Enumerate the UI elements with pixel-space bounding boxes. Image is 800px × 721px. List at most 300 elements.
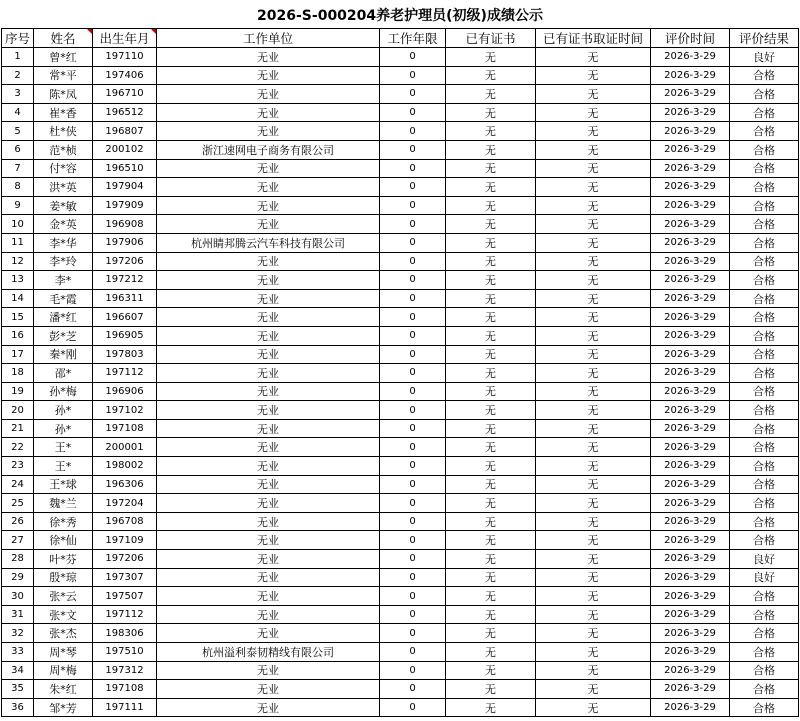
cell-name: 张*云 [34,587,93,606]
table-row [2,122,799,141]
cell-eval-date: 2026-3-29 [651,568,730,587]
page-title: 2026-S-000204养老护理员(初级)成绩公示 [257,8,543,24]
cell-org: 无业 [157,364,380,383]
cell-eval-date: 2026-3-29 [651,252,730,271]
cell-eval-date: 2026-3-29 [651,159,730,178]
cell-no: 20 [2,401,34,420]
cell-cert: 无 [446,568,536,587]
comment-marker [151,29,156,34]
cell-name: 朱*红 [34,680,93,699]
table-row [2,345,799,364]
cell-result: 合格 [730,103,799,122]
cell-org: 浙江速网电子商务有限公司 [157,140,380,159]
cell-cert-time: 无 [536,643,651,662]
cell-years: 0 [380,661,446,680]
cell-cert: 无 [446,271,536,290]
cell-years: 0 [380,364,446,383]
cell-org: 无业 [157,531,380,550]
cell-eval-date: 2026-3-29 [651,698,730,717]
table-row [2,233,799,252]
cell-cert-time: 无 [536,364,651,383]
cell-years: 0 [380,438,446,457]
cell-name: 秦*刚 [34,345,93,364]
cell-no: 21 [2,419,34,438]
cell-birth: 198002 [93,457,157,476]
table-row [2,103,799,122]
cell-no: 5 [2,122,34,141]
cell-name: 范*桢 [34,140,93,159]
cell-name: 付*容 [34,159,93,178]
cell-years: 0 [380,419,446,438]
cell-birth: 197112 [93,605,157,624]
cell-org: 无业 [157,475,380,494]
cell-org: 无业 [157,438,380,457]
cell-cert: 无 [446,215,536,234]
cell-eval-date: 2026-3-29 [651,661,730,680]
cell-no: 27 [2,531,34,550]
cell-birth: 197111 [93,698,157,717]
table-row [2,475,799,494]
cell-cert-time: 无 [536,550,651,569]
table-row [2,643,799,662]
cell-years: 0 [380,457,446,476]
table-row [2,382,799,401]
cell-birth: 197206 [93,550,157,569]
cell-result: 合格 [730,438,799,457]
cell-result: 良好 [730,550,799,569]
cell-years: 0 [380,550,446,569]
cell-no: 15 [2,308,34,327]
cell-no: 13 [2,271,34,290]
cell-no: 25 [2,494,34,513]
cell-org: 无业 [157,289,380,308]
cell-birth: 196708 [93,512,157,531]
cell-no: 9 [2,196,34,215]
cell-name: 姜*敏 [34,196,93,215]
cell-cert: 无 [446,661,536,680]
cell-years: 0 [380,345,446,364]
cell-birth: 197312 [93,661,157,680]
cell-org: 无业 [157,401,380,420]
col-header-org: 工作单位 [157,29,380,48]
cell-eval-date: 2026-3-29 [651,85,730,104]
table-row [2,512,799,531]
cell-years: 0 [380,475,446,494]
cell-org: 无业 [157,178,380,197]
cell-org: 无业 [157,698,380,717]
cell-eval-date: 2026-3-29 [651,457,730,476]
cell-no: 11 [2,233,34,252]
cell-birth: 196906 [93,382,157,401]
cell-years: 0 [380,624,446,643]
cell-name: 殷*琼 [34,568,93,587]
col-header-eval-date: 评价时间 [651,29,730,48]
cell-name: 杜*侠 [34,122,93,141]
cell-result: 合格 [730,605,799,624]
cell-cert-time: 无 [536,48,651,67]
cell-org: 无业 [157,680,380,699]
cell-years: 0 [380,512,446,531]
cell-name: 陈*凤 [34,85,93,104]
cell-birth: 196908 [93,215,157,234]
col-header-cert: 已有证书 [446,29,536,48]
table-row [2,680,799,699]
cell-cert-time: 无 [536,698,651,717]
cell-cert: 无 [446,550,536,569]
cell-eval-date: 2026-3-29 [651,103,730,122]
cell-no: 3 [2,85,34,104]
cell-cert: 无 [446,419,536,438]
cell-eval-date: 2026-3-29 [651,326,730,345]
cell-cert: 无 [446,512,536,531]
cell-name: 周*梅 [34,661,93,680]
cell-years: 0 [380,48,446,67]
cell-cert-time: 无 [536,438,651,457]
cell-eval-date: 2026-3-29 [651,289,730,308]
cell-result: 合格 [730,308,799,327]
cell-result: 合格 [730,587,799,606]
table-row [2,605,799,624]
table-row [2,531,799,550]
cell-cert: 无 [446,364,536,383]
cell-cert-time: 无 [536,661,651,680]
cell-years: 0 [380,382,446,401]
cell-birth: 197906 [93,233,157,252]
cell-no: 35 [2,680,34,699]
cell-result: 合格 [730,159,799,178]
cell-no: 28 [2,550,34,569]
cell-birth: 196710 [93,85,157,104]
cell-birth: 196905 [93,326,157,345]
cell-years: 0 [380,494,446,513]
cell-cert: 无 [446,643,536,662]
cell-name: 张*文 [34,605,93,624]
cell-name: 彭*芝 [34,326,93,345]
cell-eval-date: 2026-3-29 [651,215,730,234]
cell-birth: 197110 [93,48,157,67]
cell-result: 合格 [730,643,799,662]
cell-cert-time: 无 [536,252,651,271]
cell-org: 无业 [157,48,380,67]
header-row [2,29,799,48]
cell-no: 12 [2,252,34,271]
cell-result: 合格 [730,475,799,494]
cell-cert-time: 无 [536,680,651,699]
cell-result: 合格 [730,345,799,364]
cell-cert-time: 无 [536,308,651,327]
cell-years: 0 [380,605,446,624]
cell-cert: 无 [446,680,536,699]
cell-birth: 200001 [93,438,157,457]
cell-org: 无业 [157,308,380,327]
cell-name: 常*平 [34,66,93,85]
cell-years: 0 [380,85,446,104]
col-header-result: 评价结果 [730,29,799,48]
cell-cert: 无 [446,494,536,513]
cell-result: 合格 [730,252,799,271]
cell-birth: 197510 [93,643,157,662]
cell-cert-time: 无 [536,512,651,531]
cell-no: 24 [2,475,34,494]
cell-cert-time: 无 [536,605,651,624]
cell-birth: 196512 [93,103,157,122]
table-row [2,196,799,215]
cell-eval-date: 2026-3-29 [651,196,730,215]
cell-cert: 无 [446,178,536,197]
cell-years: 0 [380,233,446,252]
cell-name: 徐*秀 [34,512,93,531]
cell-name: 王* [34,457,93,476]
cell-result: 合格 [730,382,799,401]
cell-result: 合格 [730,401,799,420]
cell-eval-date: 2026-3-29 [651,605,730,624]
cell-name: 王* [34,438,93,457]
table-row [2,140,799,159]
cell-cert: 无 [446,48,536,67]
cell-cert-time: 无 [536,624,651,643]
col-header-name-label: 姓名 [50,31,76,46]
cell-years: 0 [380,122,446,141]
cell-cert: 无 [446,252,536,271]
cell-result: 合格 [730,698,799,717]
cell-cert-time: 无 [536,215,651,234]
cell-result: 合格 [730,624,799,643]
table-row [2,457,799,476]
cell-no: 1 [2,48,34,67]
cell-result: 合格 [730,85,799,104]
cell-cert-time: 无 [536,85,651,104]
cell-birth: 197206 [93,252,157,271]
cell-result: 良好 [730,568,799,587]
cell-name: 洪*英 [34,178,93,197]
cell-cert-time: 无 [536,271,651,290]
cell-birth: 197102 [93,401,157,420]
table-row [2,159,799,178]
table-row [2,66,799,85]
cell-cert: 无 [446,382,536,401]
col-header-birth [93,29,157,48]
cell-name: 孙* [34,419,93,438]
cell-org: 无业 [157,66,380,85]
cell-cert: 无 [446,326,536,345]
cell-org: 无业 [157,568,380,587]
table-row [2,326,799,345]
table-row [2,308,799,327]
cell-birth: 197109 [93,531,157,550]
cell-no: 8 [2,178,34,197]
cell-cert-time: 无 [536,382,651,401]
cell-name: 李*华 [34,233,93,252]
cell-result: 合格 [730,140,799,159]
table-row [2,364,799,383]
cell-no: 30 [2,587,34,606]
cell-cert: 无 [446,159,536,178]
cell-no: 32 [2,624,34,643]
cell-eval-date: 2026-3-29 [651,66,730,85]
cell-name: 徐*仙 [34,531,93,550]
cell-cert: 无 [446,103,536,122]
cell-eval-date: 2026-3-29 [651,531,730,550]
col-header-name [34,29,93,48]
cell-org: 无业 [157,122,380,141]
cell-org: 无业 [157,661,380,680]
cell-name: 毛*霞 [34,289,93,308]
cell-years: 0 [380,271,446,290]
cell-cert-time: 无 [536,475,651,494]
cell-cert-time: 无 [536,326,651,345]
table-row [2,401,799,420]
cell-birth: 197112 [93,364,157,383]
cell-birth: 197212 [93,271,157,290]
cell-org: 无业 [157,512,380,531]
results-table [1,28,799,717]
cell-cert-time: 无 [536,178,651,197]
cell-eval-date: 2026-3-29 [651,475,730,494]
cell-years: 0 [380,140,446,159]
cell-birth: 196607 [93,308,157,327]
cell-cert: 无 [446,233,536,252]
table-row [2,624,799,643]
cell-org: 无业 [157,215,380,234]
table-row [2,587,799,606]
cell-org: 无业 [157,587,380,606]
cell-cert-time: 无 [536,568,651,587]
cell-eval-date: 2026-3-29 [651,233,730,252]
col-header-no: 序号 [2,29,34,48]
cell-no: 23 [2,457,34,476]
cell-eval-date: 2026-3-29 [651,512,730,531]
cell-cert-time: 无 [536,140,651,159]
cell-cert-time: 无 [536,587,651,606]
cell-cert-time: 无 [536,494,651,513]
cell-cert: 无 [446,85,536,104]
cell-cert: 无 [446,438,536,457]
cell-no: 26 [2,512,34,531]
cell-org: 无业 [157,382,380,401]
cell-org: 无业 [157,419,380,438]
cell-no: 36 [2,698,34,717]
col-header-birth-label: 出生年月 [99,31,150,46]
cell-eval-date: 2026-3-29 [651,308,730,327]
cell-years: 0 [380,401,446,420]
cell-result: 合格 [730,661,799,680]
cell-name: 孙*梅 [34,382,93,401]
cell-eval-date: 2026-3-29 [651,48,730,67]
cell-result: 合格 [730,457,799,476]
cell-birth: 197507 [93,587,157,606]
cell-name: 邵* [34,364,93,383]
cell-org: 无业 [157,624,380,643]
cell-org: 无业 [157,159,380,178]
cell-cert: 无 [446,698,536,717]
cell-cert-time: 无 [536,103,651,122]
cell-eval-date: 2026-3-29 [651,345,730,364]
table-body [2,48,799,717]
cell-result: 合格 [730,364,799,383]
cell-org: 无业 [157,85,380,104]
cell-cert: 无 [446,289,536,308]
table-row [2,271,799,290]
cell-birth: 197909 [93,196,157,215]
cell-name: 邹*芳 [34,698,93,717]
cell-years: 0 [380,568,446,587]
cell-cert-time: 无 [536,196,651,215]
cell-years: 0 [380,252,446,271]
table-row [2,178,799,197]
cell-no: 17 [2,345,34,364]
table-row [2,550,799,569]
cell-name: 崔*香 [34,103,93,122]
cell-name: 李*玲 [34,252,93,271]
cell-org: 杭州溢利泰韧精线有限公司 [157,643,380,662]
cell-org: 无业 [157,271,380,290]
cell-years: 0 [380,196,446,215]
cell-birth: 197108 [93,680,157,699]
table-row [2,419,799,438]
cell-years: 0 [380,698,446,717]
cell-no: 16 [2,326,34,345]
cell-result: 合格 [730,196,799,215]
cell-years: 0 [380,178,446,197]
cell-birth: 197108 [93,419,157,438]
cell-result: 良好 [730,48,799,67]
cell-cert: 无 [446,475,536,494]
cell-years: 0 [380,289,446,308]
table-row [2,698,799,717]
cell-no: 18 [2,364,34,383]
cell-eval-date: 2026-3-29 [651,624,730,643]
cell-name: 李* [34,271,93,290]
cell-cert-time: 无 [536,345,651,364]
cell-birth: 196807 [93,122,157,141]
cell-name: 王*球 [34,475,93,494]
cell-cert: 无 [446,587,536,606]
cell-eval-date: 2026-3-29 [651,122,730,141]
cell-eval-date: 2026-3-29 [651,438,730,457]
cell-no: 10 [2,215,34,234]
cell-org: 无业 [157,494,380,513]
cell-name: 潘*红 [34,308,93,327]
cell-cert: 无 [446,308,536,327]
cell-cert-time: 无 [536,289,651,308]
table-row [2,438,799,457]
cell-eval-date: 2026-3-29 [651,140,730,159]
cell-birth: 197204 [93,494,157,513]
cell-org: 无业 [157,550,380,569]
cell-cert: 无 [446,624,536,643]
cell-org: 无业 [157,457,380,476]
comment-marker [87,29,92,34]
cell-birth: 200102 [93,140,157,159]
cell-cert: 无 [446,531,536,550]
cell-years: 0 [380,326,446,345]
cell-org: 无业 [157,252,380,271]
cell-no: 22 [2,438,34,457]
cell-cert-time: 无 [536,419,651,438]
cell-cert: 无 [446,401,536,420]
cell-no: 31 [2,605,34,624]
cell-cert: 无 [446,457,536,476]
cell-result: 合格 [730,233,799,252]
cell-years: 0 [380,308,446,327]
cell-name: 周*琴 [34,643,93,662]
cell-birth: 197803 [93,345,157,364]
cell-result: 合格 [730,178,799,197]
cell-birth: 196311 [93,289,157,308]
cell-eval-date: 2026-3-29 [651,550,730,569]
cell-org: 杭州睛邦腾云汽车科技有限公司 [157,233,380,252]
cell-years: 0 [380,66,446,85]
